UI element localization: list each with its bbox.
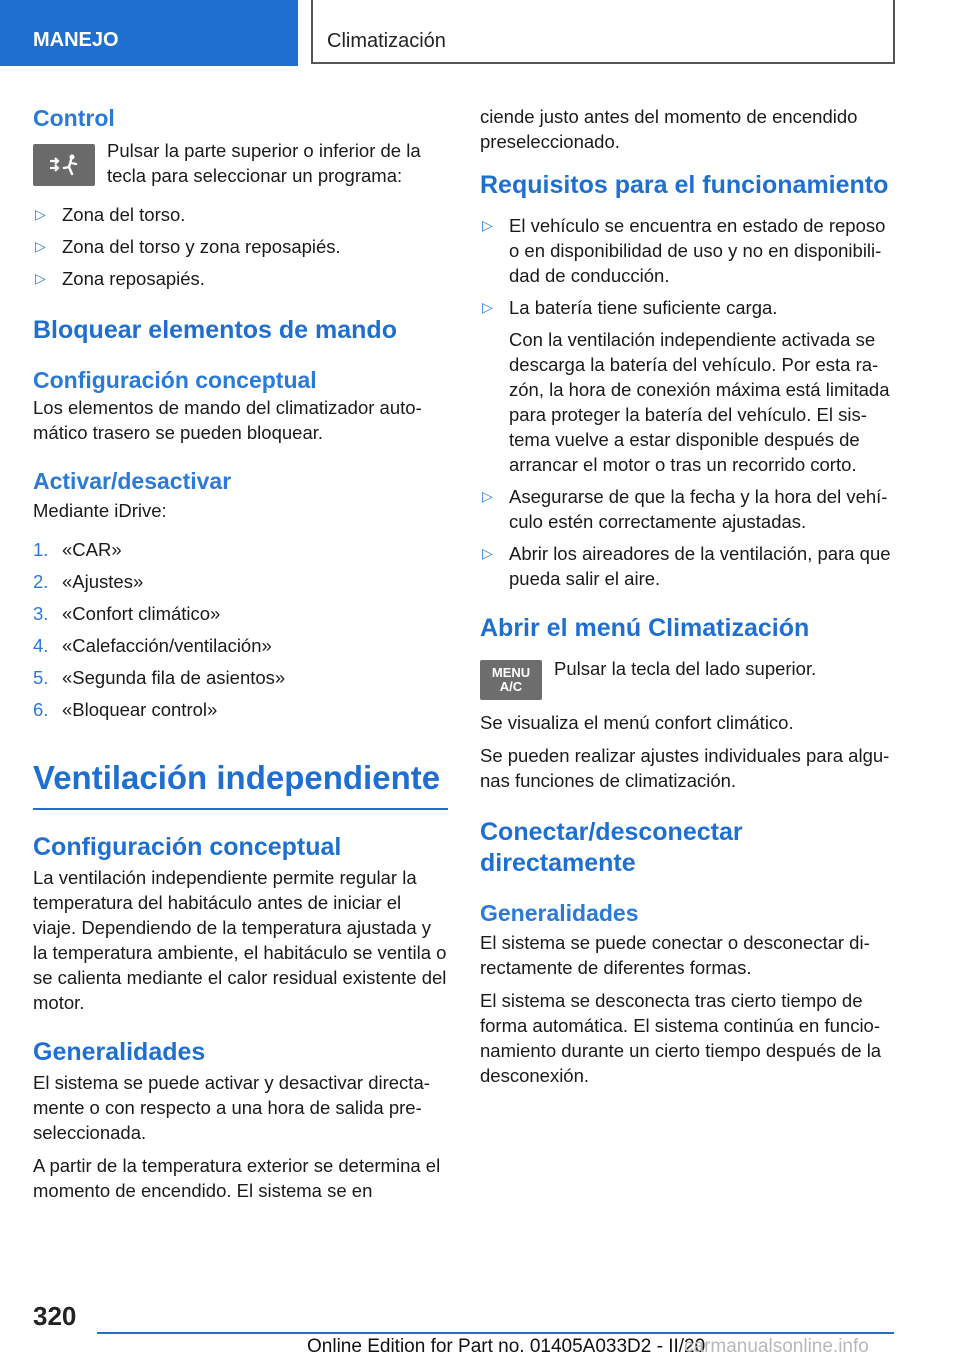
triangle-bullet-icon: ▷ [35, 206, 46, 222]
list-item: ▷ Zona del torso. [35, 204, 186, 225]
edition-text: Online Edition for Part no. 01405A033D2 - II/20 [307, 1336, 706, 1357]
idrive-steps [33, 537, 448, 722]
list-item: 6. «Bloquear control» [33, 699, 218, 720]
bloquear-concept-heading: Configuración conceptual [33, 367, 317, 393]
control-instructions: Pulsar la parte superior o inferior de la tecla para seleccionar un programa: [107, 140, 421, 186]
list-item: ▷ Asegurarse de que la fecha y la hora del vehículo estén correctamente ajustadas. [482, 486, 888, 532]
list-item: 4. «Calefacción/ventilación» [33, 635, 272, 656]
page-number: 320 [33, 1301, 77, 1331]
conectar-p1: El sistema se puede conectar o desconectar directamente de diferentes formas. [480, 932, 870, 978]
list-item: ▷ Zona reposapiés. [35, 268, 205, 289]
menu-ac-row [480, 654, 895, 700]
conectar-p2: El sistema se desconecta tras cierto tiempo de forma automática. El sistema continúa en funcionamiento durante un cierto tiempo después de la desconexión. [480, 990, 882, 1086]
list-item: 3. «Confort climático» [33, 603, 221, 624]
activar-text: Mediante iDrive: [33, 500, 167, 521]
list-item: ▷ La batería tiene suficiente carga. Con la ventilación independiente activada se descarga la batería del vehículo. Por esta razón, la hora de conexión máxima está limitada para proteger la batería del vehículo. El sistema vuelve a estar disponible después de arrancar el motor o tras un recorrido corto. [480, 295, 895, 477]
abrir-heading: Abrir el menú Climatización [480, 614, 810, 642]
triangle-bullet-icon: ▷ [482, 217, 493, 233]
left-column [33, 100, 448, 1203]
abrir-p2: Se pueden realizar ajustes individuales para algunas funciones de climatización. [480, 745, 890, 791]
list-item: 5. «Segunda fila de asientos» [33, 667, 286, 688]
section-tab: MANEJO [0, 0, 298, 66]
bloquear-concept-text: Los elementos de mando del climatizador automático trasero se pueden bloquear. [33, 397, 422, 443]
ac-label: A/C [499, 679, 523, 694]
battery-note: Con la ventilación independiente activada se descarga la batería del vehículo. Por esta razón, la hora de conexión máxima está limitada para proteger la batería del vehículo. El sistema vuelve a estar disponible después de arrancar el motor o tras un recorrido corto. [509, 329, 890, 475]
requisitos-list [480, 213, 895, 591]
triangle-bullet-icon: ▷ [482, 299, 493, 315]
ventilacion-heading: Ventilación independiente [33, 758, 448, 810]
ventilacion-general-heading: Generalidades [33, 1038, 206, 1066]
triangle-bullet-icon: ▷ [35, 270, 46, 286]
footer-divider [97, 1332, 894, 1334]
control-icon-row [33, 138, 448, 188]
triangle-bullet-icon: ▷ [35, 238, 46, 254]
list-item: ▷ Abrir los aireadores de la ventilación, para que pueda salir el aire. [482, 543, 891, 589]
conectar-heading: Conectar/desconectar directamente [480, 818, 743, 877]
list-item: 1. «CAR» [33, 539, 122, 560]
bloquear-heading: Bloquear elementos de mando [33, 316, 397, 344]
menu-ac-button-icon [480, 660, 542, 700]
conectar-general-heading: Generalidades [480, 900, 639, 926]
triangle-bullet-icon: ▷ [482, 545, 493, 561]
watermark: carmanualsonline.info [684, 1336, 869, 1357]
ventilacion-general-p1: El sistema se puede activar y desactivar directamente o con respecto a una hora de salida preseleccionada. [33, 1072, 430, 1143]
requisitos-heading: Requisitos para el funcionamiento [480, 171, 889, 199]
right-column [480, 100, 895, 1088]
list-item: 2. «Ajustes» [33, 571, 144, 592]
page-header [0, 0, 960, 66]
ventilacion-concept-text: La ventilación independiente permite regular la temperatura del habitáculo antes de iniciar el viaje. Dependiendo de la temperatura ajustada y la temperatura ambiente, el habitáculo se ventila o se calienta mediante el calor residual existente del motor. [33, 867, 447, 1013]
menu-label: MENU [491, 665, 531, 680]
list-item: ▷ El vehículo se encuentra en estado de reposo o en disponibilidad de uso y no en disponibilidad de conducción. [482, 215, 886, 286]
program-list [33, 202, 448, 291]
abrir-p1: Se visualiza el menú confort climático. [480, 712, 794, 733]
menu-ac-instructions: Pulsar la tecla del lado superior. [554, 658, 817, 679]
ventilacion-general-p2: A partir de la temperatura exterior se determina el momento de encendido. El sistema se en [33, 1155, 441, 1201]
chapter-title: Climatización [311, 0, 895, 64]
continued-text: ciende justo antes del momento de encendido preseleccionado. [480, 106, 858, 152]
air-distribution-icon [44, 152, 84, 178]
air-distribution-button-icon [33, 144, 95, 186]
ventilacion-concept-heading: Configuración conceptual [33, 833, 342, 861]
activar-heading: Activar/desactivar [33, 468, 232, 494]
triangle-bullet-icon: ▷ [482, 488, 493, 504]
control-heading: Control [33, 105, 115, 131]
list-item: ▷ Zona del torso y zona reposapiés. [35, 236, 341, 257]
